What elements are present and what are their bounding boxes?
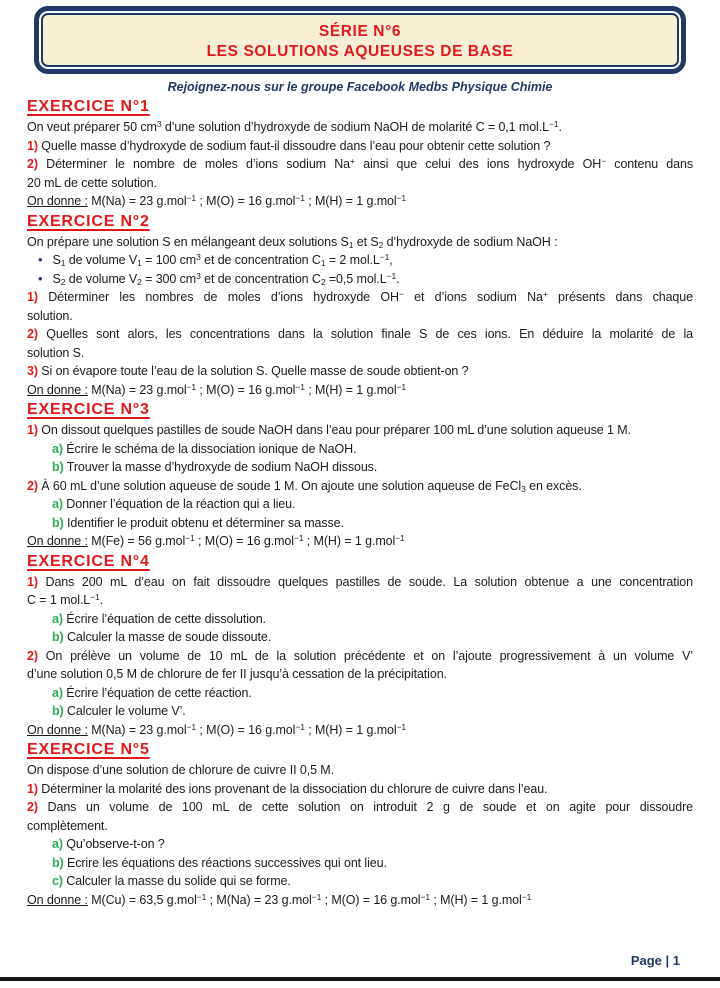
- text-line: [27, 118, 693, 137]
- segment-text: Écrire l’équation de cette dissolution.: [62, 611, 266, 626]
- segment-red: 2): [27, 327, 38, 341]
- segment-sup: −1: [295, 193, 305, 204]
- text-line: [27, 307, 693, 326]
- segment-sup: −1: [295, 721, 305, 732]
- exercise-section: [27, 739, 693, 909]
- segment-sup: 3: [196, 270, 201, 281]
- text-line: [27, 817, 693, 836]
- segment-text: Calculer la masse du solide qui se forme.: [62, 874, 291, 888]
- segment-sub: 2: [378, 239, 384, 250]
- text-line: [27, 684, 693, 703]
- text-line: [27, 591, 693, 610]
- segment-sup: −1: [395, 533, 405, 544]
- text-line: [27, 514, 693, 533]
- segment-text: On prélève un volume de 10 mL de la solution précédente et on l’ajoute progressivement à un volume V’: [37, 648, 693, 663]
- text-line: [27, 362, 693, 381]
- segment-text: Dans 200 mL d’eau on fait dissoudre quelques pastilles de soude. La solution obtenue a une concentration: [37, 574, 693, 589]
- segment-text: C = 1 mol.L: [27, 593, 91, 607]
- segment-u: On donne :: [27, 534, 88, 548]
- exercise-section: [27, 551, 693, 740]
- text-line: [27, 288, 693, 307]
- segment-u: On donne :: [27, 382, 88, 397]
- exercise-section: [27, 211, 693, 400]
- text-line: [27, 440, 693, 459]
- segment-text: ; M(H) = 1 g.mol: [304, 382, 397, 397]
- segment-text: ; M(O) = 16 g.mol: [321, 892, 421, 907]
- text-line: [27, 233, 693, 252]
- segment-text: Donner l’équation de la réaction qui a lieu.: [62, 497, 296, 511]
- text-line: [27, 610, 693, 629]
- segment-sub: 1: [137, 258, 142, 269]
- text-line: [27, 702, 693, 721]
- text-line: [27, 325, 693, 344]
- segment-text: Calculer la masse de soude dissoute.: [63, 630, 272, 644]
- segment-sup: −1: [186, 721, 197, 732]
- segment-text: Qu’observe-t-on ?: [62, 837, 165, 851]
- text-line: [27, 872, 693, 891]
- segment-text: Écrire le schéma de la dissociation ionique de NaOH.: [62, 441, 357, 456]
- segment-sup: −1: [386, 270, 397, 281]
- segment-text: = 100 cm: [141, 253, 197, 267]
- segment-text: M(Na) = 23 g.mol: [87, 722, 187, 737]
- segment-text: ; M(Na) = 23 g.mol: [206, 892, 312, 907]
- segment-sub: 2: [320, 276, 326, 287]
- segment-sub: 1: [320, 258, 326, 269]
- segment-text: de volume V: [65, 271, 138, 286]
- text-line: [27, 192, 693, 211]
- segment-sup: −1: [295, 381, 305, 392]
- segment-text: À 60 mL d’une solution aqueuse de soude 1 M. On ajoute une solution aqueuse de FeCl: [37, 478, 522, 493]
- segment-red: 1): [27, 781, 38, 796]
- segment-sub: 3: [521, 483, 526, 494]
- segment-text: ; M(O) = 16 g.mol: [196, 382, 296, 397]
- segment-green: b): [52, 460, 64, 474]
- segment-text: ; M(O) = 16 g.mol: [194, 534, 294, 548]
- text-line: [27, 251, 693, 270]
- segment-u: On donne :: [27, 892, 88, 907]
- segment-text: Déterminer la molarité des ions provenant de la dissociation du chlorure de cuivre dans l’eau.: [37, 781, 548, 796]
- segment-green: b): [52, 515, 64, 530]
- segment-green: a): [52, 837, 63, 851]
- segment-text: Dans un volume de 100 mL de cette solution on introduit 2 g de soude et on agite pour dissoudre: [37, 800, 693, 814]
- segment-text: de volume V: [65, 253, 138, 267]
- text-line: [27, 835, 693, 854]
- segment-text: On veut préparer 50 cm: [27, 120, 157, 134]
- segment-text: .: [99, 593, 104, 607]
- segment-text: et de concentration C: [200, 271, 321, 286]
- segment-sup: −1: [90, 592, 100, 603]
- segment-text: en excès.: [525, 478, 582, 493]
- segment-text: Si on évapore toute l’eau de la solution S. Quelle masse de soude obtient-on ?: [37, 364, 469, 378]
- segment-text: solution S.: [27, 345, 85, 360]
- segment-sub: 2: [60, 276, 66, 287]
- segment-text: .: [558, 120, 562, 134]
- segment-red: 3): [27, 364, 38, 378]
- segment-sup: −1: [293, 533, 304, 544]
- segment-sup: 3: [156, 119, 162, 130]
- series-title: SÉRIE N°6: [318, 23, 402, 40]
- text-line: [27, 573, 693, 592]
- text-line: [27, 721, 693, 740]
- segment-red: 2): [27, 648, 38, 663]
- segment-green: a): [52, 497, 63, 511]
- segment-text: Déterminer le nombre de moles d’ions sodium Na: [37, 157, 350, 171]
- segment-text: M(Cu) = 63,5 g.mol: [87, 892, 197, 907]
- segment-sub: 2: [137, 276, 142, 287]
- segment-text: ,: [389, 253, 393, 267]
- segment-text: présents dans chaque: [547, 290, 693, 304]
- segment-text: On prépare une solution S en mélangeant deux solutions S: [27, 234, 349, 249]
- segment-sup: −1: [521, 891, 532, 902]
- segment-u: On donne :: [27, 194, 88, 208]
- segment-sup: −1: [396, 381, 407, 392]
- text-line: [27, 854, 693, 873]
- facebook-group-banner: Rejoignez-nous sur le groupe Facebook Medbs Physique Chimie: [167, 80, 553, 94]
- segment-text: = 300 cm: [141, 271, 197, 286]
- exercise-title: EXERCICE N°3: [27, 401, 150, 418]
- segment-sup: −1: [396, 193, 407, 204]
- page-number: Page | 1: [630, 953, 680, 968]
- segment-red: 1): [27, 290, 38, 304]
- segment-sup: −1: [185, 533, 195, 544]
- bottom-border-bar: [0, 977, 720, 981]
- segment-text: On dissout quelques pastilles de soude NaOH dans l’eau pour préparer 100 mL d’une solution aqueuse 1 M.: [37, 423, 631, 437]
- segment-sup: 3: [196, 252, 201, 263]
- text-line: [27, 381, 693, 400]
- segment-text: Quelles sont alors, les concentrations dans la solution finale S de ces ions. En déduire la molarité de la: [37, 327, 693, 341]
- segment-text: d’une solution 0,5 M de chlorure de fer II jusqu’à cessation de la précipitation.: [27, 667, 447, 681]
- segment-green: a): [52, 441, 63, 456]
- text-line: [27, 137, 693, 156]
- segment-text: Trouver la masse d’hydroxyde de sodium NaOH dissous.: [63, 460, 378, 474]
- segment-text: complètement.: [27, 818, 108, 833]
- segment-sup: −1: [186, 193, 197, 204]
- title-banner: [34, 6, 686, 74]
- text-line: [27, 495, 693, 514]
- segment-text: ; M(O) = 16 g.mol: [196, 194, 296, 208]
- text-line: [27, 647, 693, 666]
- segment-sup: +: [350, 156, 355, 167]
- segment-text: ; M(H) = 1 g.mol: [304, 194, 397, 208]
- segment-text: d’une solution d’hydroxyde de sodium NaOH de molarité C = 0,1 mol.L: [161, 120, 549, 134]
- segment-red: 1): [27, 138, 38, 153]
- segment-green: a): [52, 611, 63, 626]
- segment-sub: 1: [348, 239, 354, 250]
- segment-sup: −1: [311, 891, 322, 902]
- text-line: [27, 174, 693, 193]
- series-topic-title: LES SOLUTIONS AQUEUSES DE BASE: [206, 43, 514, 60]
- exercise-section: [27, 96, 693, 211]
- exercise-title: EXERCICE N°2: [27, 212, 150, 230]
- segment-red: 2): [27, 478, 38, 493]
- text-line: [27, 798, 693, 817]
- segment-text: ainsi que celui des ions hydroxyde OH: [354, 157, 602, 171]
- bullet-icon: •: [38, 270, 43, 286]
- segment-sup: −: [398, 289, 404, 300]
- text-line: [27, 532, 693, 551]
- text-line: [27, 477, 693, 496]
- segment-green: b): [52, 630, 64, 644]
- segment-text: d’hydroxyde de sodium NaOH :: [383, 234, 558, 249]
- segment-text: et d’ions sodium Na: [403, 290, 543, 304]
- exercise-title: EXERCICE N°5: [27, 741, 150, 758]
- text-line: [27, 344, 693, 363]
- segment-text: Identifier le produit obtenu et déterminer sa masse.: [63, 515, 344, 530]
- segment-text: .: [396, 271, 400, 286]
- segment-sup: −1: [420, 891, 430, 902]
- segment-green: b): [52, 855, 64, 870]
- segment-text: = 2 mol.L: [325, 253, 380, 267]
- segment-text: 20 mL de cette solution.: [27, 175, 157, 190]
- segment-text: Déterminer les nombres de moles d’ions hydroxyde OH: [37, 290, 399, 304]
- segment-text: On dispose d’une solution de chlorure de cuivre II 0,5 M.: [27, 763, 334, 777]
- segment-red: 2): [27, 157, 38, 171]
- segment-green: c): [52, 874, 63, 888]
- segment-u: On donne :: [27, 722, 88, 737]
- segment-text: Écrire l’équation de cette réaction.: [62, 685, 252, 700]
- segment-sup: −1: [196, 891, 207, 902]
- segment-red: 2): [27, 800, 38, 814]
- segment-sup: −1: [186, 381, 197, 392]
- segment-text: ; M(H) = 1 g.mol: [303, 534, 396, 548]
- text-line: [27, 421, 693, 440]
- segment-red: 1): [27, 574, 38, 589]
- segment-sup: +: [542, 289, 548, 300]
- text-line: [27, 665, 693, 684]
- exercise-title: EXERCICE N°1: [27, 98, 150, 115]
- bullet-icon: •: [38, 252, 43, 267]
- segment-text: ; M(O) = 16 g.mol: [196, 722, 296, 737]
- segment-red: 1): [27, 423, 38, 437]
- segment-text: Ecrire les équations des réactions successives qui ont lieu.: [63, 855, 387, 870]
- text-line: [27, 155, 693, 174]
- segment-text: et S: [353, 234, 379, 249]
- segment-text: S: [52, 253, 61, 267]
- segment-text: contenu dans: [606, 157, 694, 171]
- text-line: [27, 780, 693, 799]
- segment-text: ; M(H) = 1 g.mol: [304, 722, 397, 737]
- segment-text: M(Na) = 23 g.mol: [87, 194, 187, 208]
- segment-text: ; M(H) = 1 g.mol: [429, 892, 522, 907]
- text-line: [27, 761, 693, 780]
- segment-text: et de concentration C: [200, 253, 321, 267]
- text-line: [27, 458, 693, 477]
- segment-green: b): [52, 704, 64, 718]
- segment-sup: −1: [548, 119, 559, 130]
- segment-text: S: [52, 271, 61, 286]
- document-body: [27, 96, 693, 909]
- text-line: [27, 270, 693, 289]
- segment-sup: −1: [396, 721, 407, 732]
- segment-text: =0,5 mol.L: [325, 271, 387, 286]
- segment-text: Quelle masse d’hydroxyde de sodium faut-il dissoudre dans l’eau pour obtenir cette solution ?: [37, 138, 551, 153]
- segment-text: solution.: [27, 308, 73, 323]
- exercise-section: [27, 399, 693, 551]
- exercise-title: EXERCICE N°4: [27, 552, 150, 570]
- segment-text: M(Na) = 23 g.mol: [87, 382, 187, 397]
- segment-sub: 1: [60, 258, 66, 269]
- segment-sup: −1: [379, 252, 390, 263]
- segment-green: a): [52, 685, 63, 700]
- segment-text: Calculer le volume V’.: [63, 704, 186, 718]
- segment-sup: −: [601, 156, 607, 167]
- text-line: [27, 628, 693, 647]
- text-line: [27, 891, 693, 910]
- segment-text: M(Fe) = 56 g.mol: [87, 534, 186, 548]
